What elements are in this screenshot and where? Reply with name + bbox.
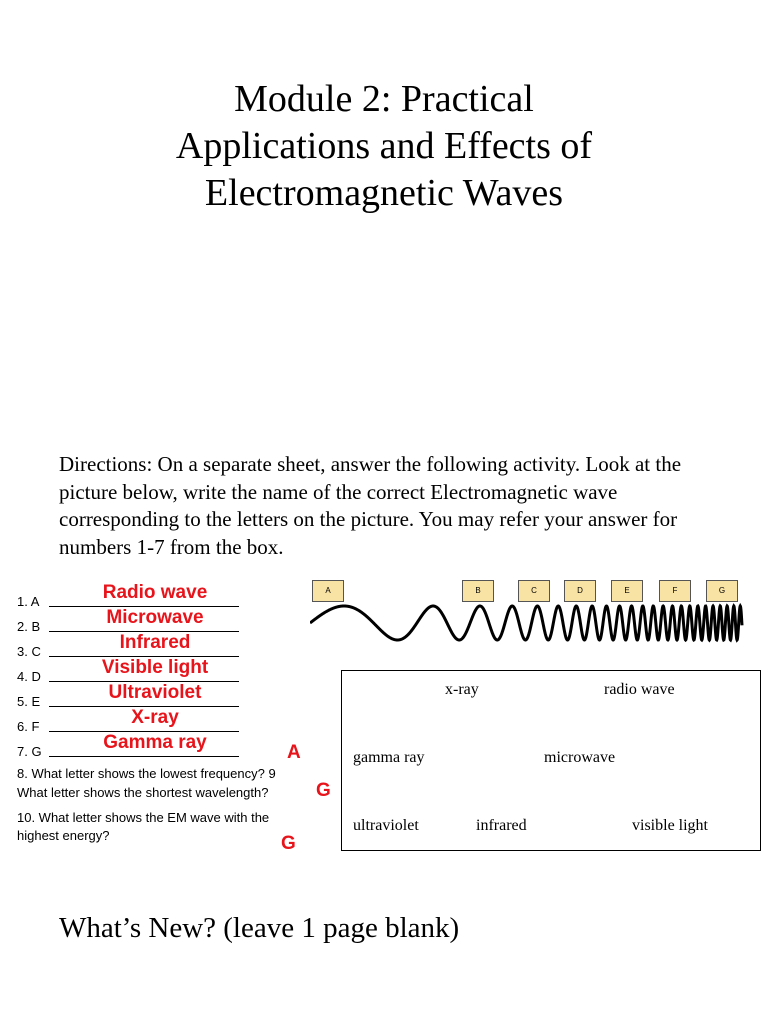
- question-label: 3. C: [17, 644, 41, 659]
- question-10-line-2: highest energy?: [17, 828, 110, 843]
- wave-line: [310, 606, 742, 640]
- wave-label-b: B: [462, 580, 494, 602]
- em-spectrum-wave-illustration: [310, 598, 744, 648]
- title-line-1: Module 2: Practical: [234, 78, 534, 120]
- question-row-4: [17, 657, 347, 684]
- title-line-3: Electromagnetic Waves: [204, 172, 564, 214]
- answer-q10: G: [281, 833, 296, 854]
- choice-infrared: infrared: [476, 817, 527, 834]
- question-8-text: 8. What letter shows the lowest frequency? 9: [17, 766, 276, 781]
- answer-line: [49, 756, 239, 757]
- handwritten-answer: Infrared: [119, 632, 191, 653]
- choice-radio-wave: radio wave: [604, 681, 675, 698]
- question-row-6: [17, 707, 347, 734]
- question-label: 2. B: [17, 619, 41, 634]
- handwritten-answer: Microwave: [106, 607, 204, 628]
- question-row-1: [17, 582, 347, 609]
- question-10-line-1: 10. What letter shows the EM wave with the: [17, 810, 270, 825]
- question-label: 7. G: [17, 744, 42, 759]
- handwritten-answer: Ultraviolet: [108, 682, 202, 703]
- title-line-2: Applications and Effects of: [175, 125, 593, 167]
- question-label: 1. A: [17, 594, 40, 609]
- question-label: 4. D: [17, 669, 41, 684]
- wave-label-d: D: [564, 580, 596, 602]
- wave-label-c: C: [518, 580, 550, 602]
- question-row-2: [17, 607, 347, 634]
- wave-label-a: A: [312, 580, 344, 602]
- wave-label-f: F: [659, 580, 691, 602]
- question-row-5: [17, 682, 347, 709]
- wave-label-e: E: [611, 580, 643, 602]
- answer-q8: A: [287, 742, 301, 763]
- page-title: [0, 76, 768, 217]
- wave-label-g: G: [706, 580, 738, 602]
- question-9-text: What letter shows the shortest wavelength?: [17, 785, 269, 800]
- handwritten-answer: Gamma ray: [103, 732, 207, 753]
- question-label: 6. F: [17, 719, 40, 734]
- choice-gamma-ray: gamma ray: [353, 749, 425, 766]
- answer-choices-box: [341, 670, 761, 851]
- choice-visible-light: visible light: [632, 817, 708, 834]
- handwritten-answer: X-ray: [131, 707, 179, 728]
- whats-new-heading: What’s New? (leave 1 page blank): [59, 912, 460, 944]
- question-row-3: [17, 632, 347, 659]
- choice-ultraviolet: ultraviolet: [353, 817, 419, 834]
- answer-q9: G: [316, 780, 331, 801]
- directions-text: Directions: On a separate sheet, answer the following activity. Look at the picture below, write the name of the correct Electromagnetic wave corresponding to the letters on the picture. You may refer your answer for numbers 1-7 from the box.: [59, 452, 682, 559]
- handwritten-answer: Visible light: [101, 657, 209, 678]
- question-label: 5. E: [17, 694, 41, 709]
- choice-x-ray: x-ray: [445, 681, 479, 698]
- choice-microwave: microwave: [544, 749, 616, 766]
- handwritten-answer: Radio wave: [102, 582, 208, 603]
